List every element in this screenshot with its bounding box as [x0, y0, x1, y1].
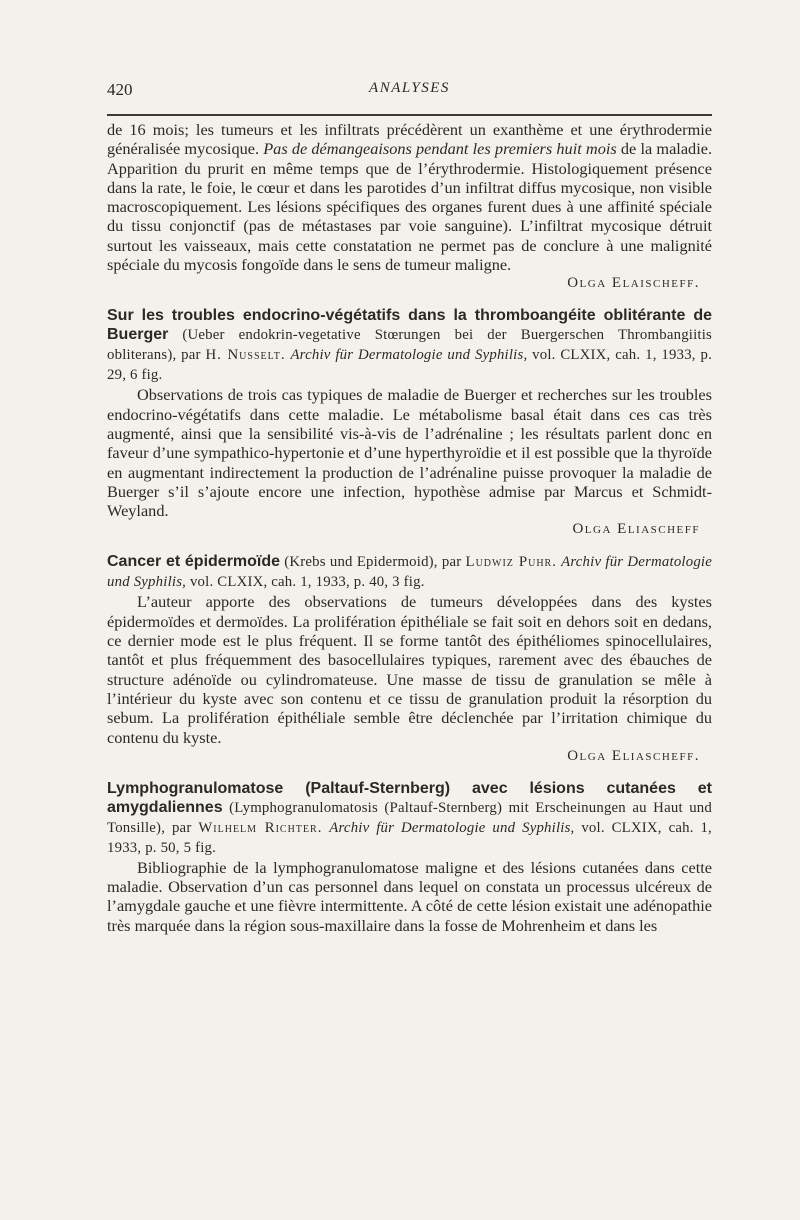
article-2-body: L’auteur apporte des observations de tumeurs développées dans des kystes épidermoïdes et dermoïdes. La prolifération épithéliale se fait soit en dehors soit en dedans, ce dernier mode est le plus fréquent. Il se forme tantôt des épithéliomes spinocellulaires, tantôt et plus fréquemment des basocellulaires typiques, rarement avec des ébauches de structure adénoïde ou cylindromateuse. Une masse de tissu de granulation se mêle à l’intérieur du kyste avec son contenu et ce tissu de granulation produit la résorption du sebum. La prolifération épithéliale semble être déclenchée par l’irritation chimique du contenu du kyste. [107, 592, 712, 747]
article-3-body: Bibliographie de la lymphogranulomatose maligne et des lésions cutanées dans cette maladie. Observation d’un cas personnel dans lequel on constata un processus ulcéreux de l’amygdale gauche et une fièvre intermittente. A côté de cette lésion existait une adénopathie très marquée dans la région sous-maxillaire dans la fosse de Mohrenheim et dans les [107, 857, 712, 935]
article-2-journal: Archiv für Dermatologie und Syphilis, [107, 554, 713, 591]
article-2 [107, 552, 712, 765]
article-1 [107, 306, 712, 539]
article-2-author: Ludwiz Puhr. [465, 554, 557, 571]
article-1-body: Observations de trois cas typiques de maladie de Buerger et recherches sur les troubles endocrino-végétatifs dans cette maladie. Le métabolisme basal était dans ces cas très augmenté, ainsi que la sensibilité vis-à-vis de l’adrénaline ; les résultats parlent donc en faveur d’une sympathico-hypertonie et d’une hyperthyroïdie et il est possible que la thyroïde en augmentant indirectement la production de l’adrénaline puisse provoquer la maladie de Buerger s’il s’ajoute encore une infection, hypothèse admise par Marcus et Schmidt-Weyland. [107, 385, 712, 521]
page-number: 420 [107, 80, 133, 99]
article-1-signature: Olga Eliascheff [572, 521, 700, 538]
article-2-ref-end: vol. CLXIX, cah. 1, 1933, p. 40, 3 fig. [186, 574, 425, 591]
article-3-title: Lymphogranulomatose (Paltauf-Sternberg) avec lésions cutanées et amygdaliennes [107, 779, 712, 816]
article-2-heading [107, 552, 712, 592]
article-1-heading [107, 306, 712, 385]
intro-section [107, 120, 712, 293]
article-1-title: Sur les troubles endocrino-végétatifs dans la thromboangéite oblitérante de Buerger [107, 307, 712, 344]
article-3 [107, 779, 712, 935]
intro-paragraph [107, 120, 712, 274]
article-3-ref-end: vol. CLXIX, cah. 1, 1933, p. 50, 5 fig. [107, 819, 712, 856]
intro-text-italic: Pas de démangeaisons pendant les premiers huit mois [263, 139, 617, 159]
intro-signature: Olga Elaischeff. [567, 275, 700, 292]
article-1-journal: Archiv für Dermatologie und Syphilis, [290, 347, 528, 364]
article-1-ref: (Ueber endokrin-vegetative Stœrungen bei der Buergerschen Thrombangiitis obliterans), par [107, 327, 712, 364]
article-2-ref: (Krebs und Epidermoid), par [280, 554, 466, 571]
article-2-title: Cancer et épidermoïde [107, 553, 281, 571]
article-2-signature: Olga Eliascheff. [567, 747, 700, 764]
page-body [107, 120, 712, 935]
running-title: ANALYSES [369, 80, 450, 96]
intro-text-end: de la maladie. Apparition du prurit en même temps que de l’érythrodermie. Histologiquement présence dans la rate, le foie, le cœur et dans les parotides d’un infiltrat diffus mycosique, non visible macroscopiquement. Les lésions spécifiques des organes furent dues à une affinité spéciale du tissu conjonctif (pas de métastases par voie sanguine). L’infiltrat mycosique détruit surtout les vaisseaux, mais cette constatation ne permet pas de conclure à une malignité spéciale du mycosis fongoïde dans le sens de tumeur maligne. [107, 139, 713, 275]
article-3-ref: (Lymphogranulomatosis (Paltauf-Sternberg) mit Erscheinungen au Haut und Tonsille), par [107, 799, 712, 836]
intro-text-start: de 16 mois; les tumeurs et les infiltrats précédèrent un exanthème et une érythrodermie généralisée mycosique. [107, 120, 712, 159]
article-3-author: Wilhelm Richter. [198, 819, 323, 836]
article-3-heading [107, 779, 712, 858]
page-header [107, 80, 712, 104]
article-3-journal: Archiv für Dermatologie und Syphilis, [329, 819, 575, 836]
article-1-ref-end: vol. CLXIX, cah. 1, 1933, p. 29, 6 fig. [107, 347, 712, 384]
header-rule [107, 114, 712, 116]
article-1-author: H. Nusselt. [205, 347, 286, 364]
